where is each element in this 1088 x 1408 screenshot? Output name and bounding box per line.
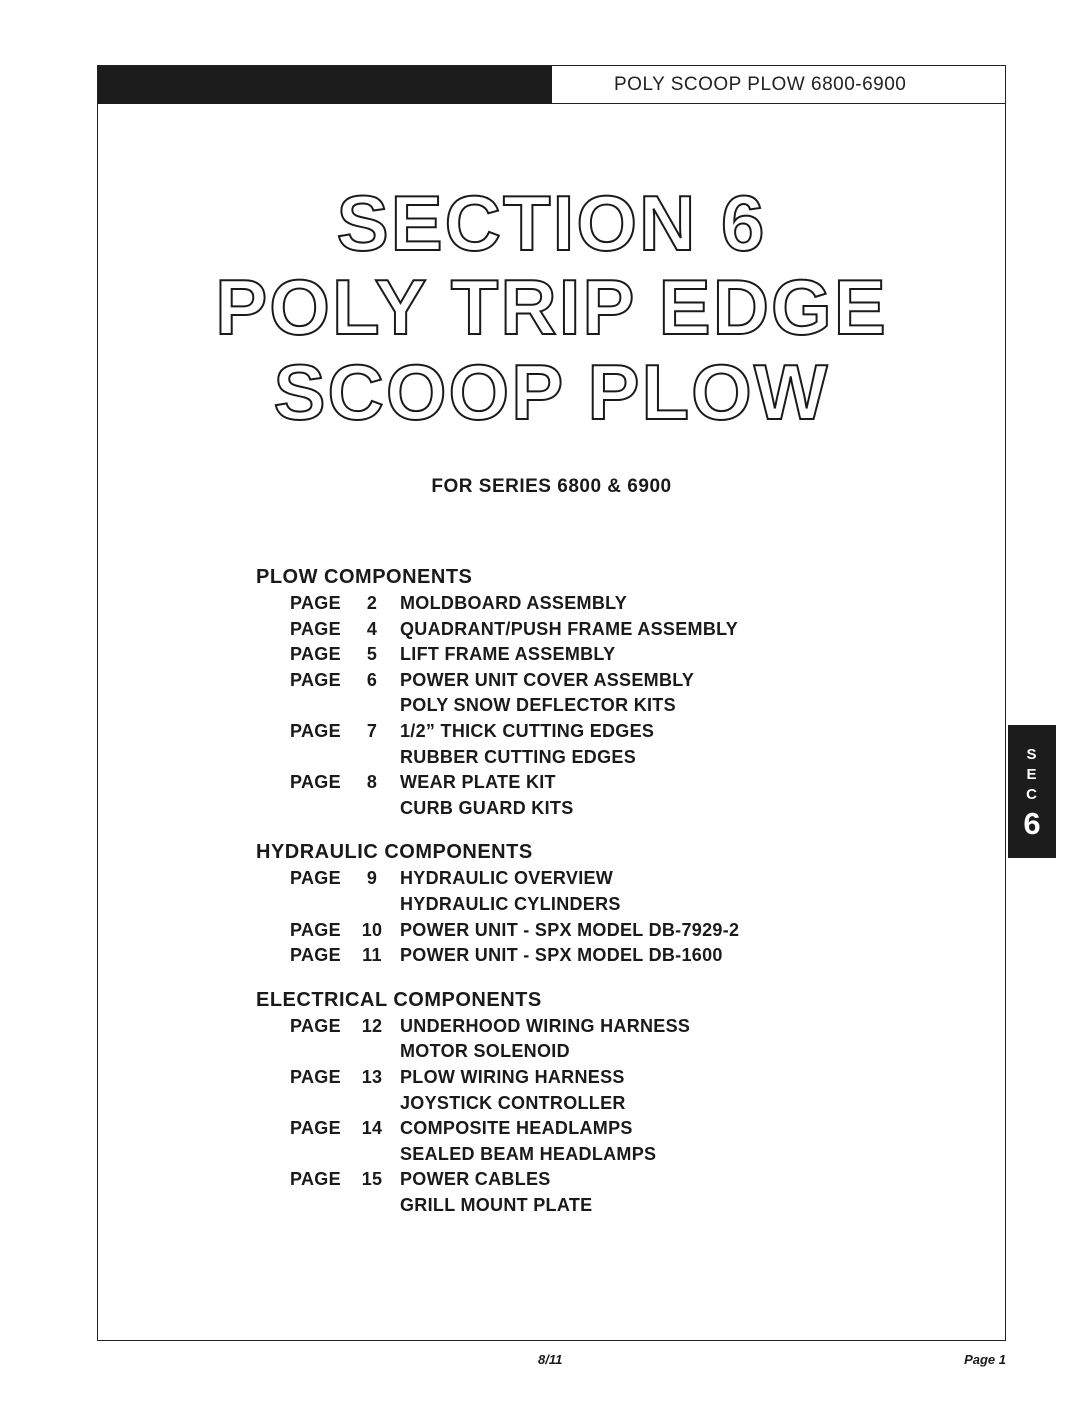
item-title: UNDERHOOD WIRING HARNESS (400, 1015, 691, 1036)
page-number: 6 (366, 669, 378, 690)
section-tab-number: 6 (1023, 806, 1041, 841)
section-tab-letter: C (1026, 786, 1038, 803)
page-label: PAGE (290, 945, 341, 966)
section-tab-letter: E (1026, 766, 1038, 783)
page-label: PAGE (290, 618, 341, 639)
item-title: POWER UNIT COVER ASSEMBLY (400, 669, 695, 690)
contents-row (256, 1014, 956, 1040)
item-title: MOTOR SOLENOID (400, 1041, 570, 1062)
contents-row (256, 668, 956, 694)
item-title: JOYSTICK CONTROLLER (400, 1092, 626, 1113)
item-title: SEALED BEAM HEADLAMPS (400, 1143, 657, 1164)
contents-row (256, 1039, 956, 1065)
item-title: MOLDBOARD ASSEMBLY (400, 593, 628, 613)
page-label: PAGE (290, 644, 341, 665)
contents-row (256, 617, 956, 643)
item-title: GRILL MOUNT PLATE (400, 1194, 593, 1215)
page-label: PAGE (290, 669, 341, 690)
contents-row (256, 1167, 956, 1193)
item-title: 1/2” THICK CUTTING EDGES (400, 720, 655, 741)
contents-section (256, 987, 956, 1219)
page-label: PAGE (290, 720, 341, 741)
item-title: POWER UNIT - SPX MODEL DB-1600 (400, 945, 723, 966)
page-number: 9 (366, 868, 378, 889)
contents-row (256, 719, 956, 745)
contents-row (256, 866, 956, 892)
item-title: LIFT FRAME ASSEMBLY (400, 644, 616, 665)
footer-page-number: Page 1 (964, 1352, 1006, 1367)
page-number: 8 (366, 772, 378, 793)
item-title: HYDRAULIC CYLINDERS (400, 893, 621, 914)
contents-row (256, 693, 956, 719)
page-number: 11 (362, 945, 382, 966)
page-number: 4 (366, 618, 378, 639)
series-subtitle: FOR SERIES 6800 & 6900 (431, 476, 672, 497)
contents-row (256, 892, 956, 918)
item-title: POWER UNIT - SPX MODEL DB-7929-2 (400, 919, 740, 940)
contents-row (256, 642, 956, 668)
contents-row (256, 943, 956, 969)
item-title: CURB GUARD KITS (400, 797, 574, 818)
page-label: PAGE (290, 868, 341, 889)
contents-section (256, 839, 956, 968)
title-line-3: SCOOP PLOW (273, 348, 830, 436)
page-number: 13 (361, 1066, 383, 1087)
page-number: 5 (366, 644, 378, 665)
contents-row (256, 1116, 956, 1142)
contents-row (256, 796, 956, 822)
item-title: POLY SNOW DEFLECTOR KITS (400, 695, 676, 716)
page-label: PAGE (290, 772, 341, 793)
item-title: QUADRANT/PUSH FRAME ASSEMBLY (400, 618, 739, 639)
page-label: PAGE (290, 1015, 341, 1036)
header-black-bar (98, 66, 552, 104)
title-line-2: POLY TRIP EDGE (215, 263, 888, 351)
item-title: PLOW WIRING HARNESS (400, 1066, 625, 1087)
title-line-1: SECTION 6 (336, 179, 767, 267)
item-title: RUBBER CUTTING EDGES (400, 746, 637, 767)
section-tab-letters (1008, 725, 1056, 805)
section-tab-letter: S (1026, 746, 1038, 763)
contents-row (256, 591, 956, 617)
section-heading: HYDRAULIC COMPONENTS (256, 841, 533, 864)
contents-row (256, 1193, 956, 1219)
page-label: PAGE (290, 1169, 341, 1190)
page-label: PAGE (290, 919, 341, 940)
contents-row (256, 1065, 956, 1091)
page-label: PAGE (290, 593, 341, 613)
item-title: HYDRAULIC OVERVIEW (400, 868, 614, 889)
section-heading: PLOW COMPONENTS (256, 566, 473, 588)
page-number: 12 (361, 1015, 383, 1036)
footer-date: 8/11 (538, 1352, 563, 1367)
item-title: COMPOSITE HEADLAMPS (400, 1118, 633, 1139)
page-number: 14 (361, 1118, 383, 1139)
contents-row (256, 1142, 956, 1168)
item-title: WEAR PLATE KIT (400, 772, 556, 793)
page-number: 10 (361, 919, 383, 940)
page-number: 15 (361, 1169, 383, 1190)
contents-row (256, 1091, 956, 1117)
contents-list (256, 564, 956, 1236)
page-number: 7 (366, 720, 378, 741)
item-title: POWER CABLES (400, 1169, 551, 1190)
header-title: POLY SCOOP PLOW 6800-6900 (552, 66, 1005, 104)
section-heading: ELECTRICAL COMPONENTS (256, 988, 542, 1011)
page-frame (97, 65, 1006, 1341)
page-label: PAGE (290, 1118, 341, 1139)
contents-section (256, 564, 956, 821)
page-number: 2 (366, 593, 378, 613)
contents-row (256, 770, 956, 796)
contents-row (256, 918, 956, 944)
page-label: PAGE (290, 1066, 341, 1087)
section-tab (1008, 725, 1056, 858)
contents-row (256, 745, 956, 771)
